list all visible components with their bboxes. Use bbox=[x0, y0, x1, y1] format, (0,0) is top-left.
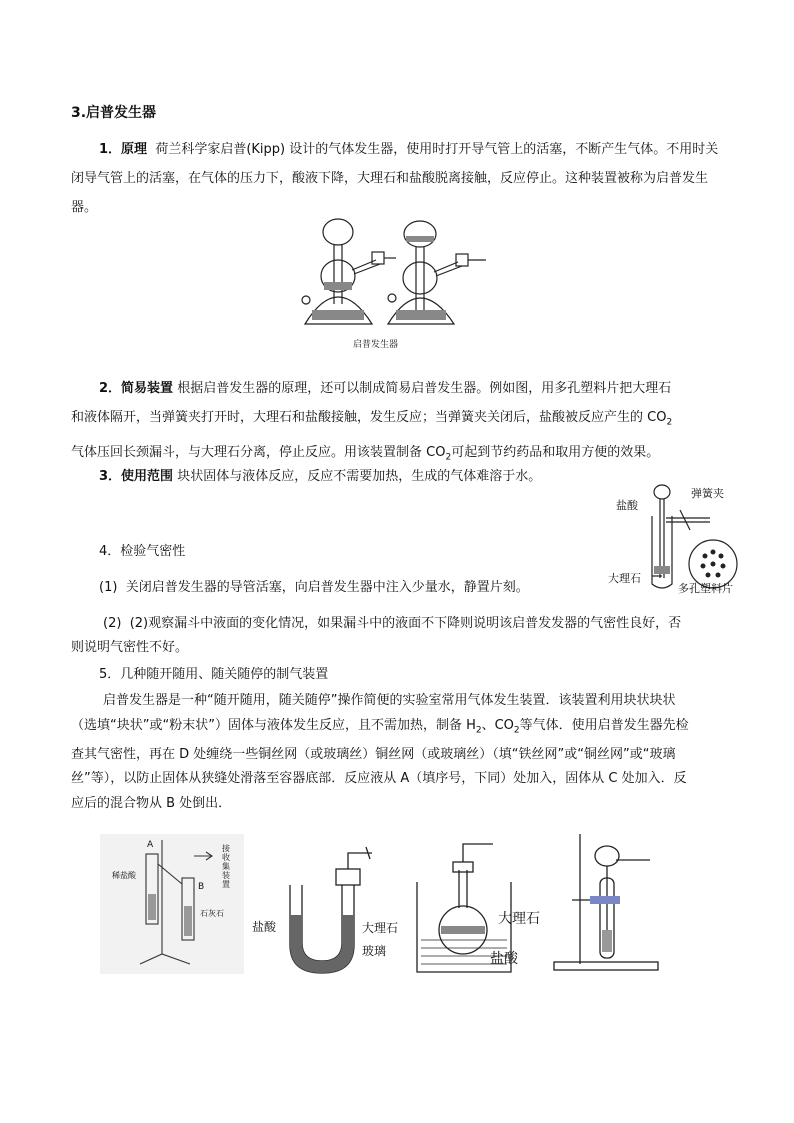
devices-line5: 应后的混合物从 B 处倒出． bbox=[71, 795, 232, 811]
paragraph-usage-range bbox=[99, 467, 541, 487]
devices-line2: （选填“块状”或“粉末状”）固体与液体发生反应，且不需加热，制备 $H_2$、$CO_2$等气体．使用启普发生器先检 bbox=[71, 717, 689, 736]
simple-device-line3b: 可起到节约药品和取用方便的效果。 bbox=[451, 444, 660, 460]
devices-line4: 丝”等），以防止固体从狭缝处滑落至容器底部．反应液从 A（填序号，下同）处加入，固体从 C 处加入．反 bbox=[71, 771, 687, 787]
devices-paragraph bbox=[71, 689, 741, 816]
item1-number: (1) bbox=[99, 580, 118, 595]
simple-device-heading: 2．简易装置 bbox=[99, 381, 174, 396]
u-tube-marble-label: 大理石 bbox=[362, 921, 399, 935]
label-marble: 大理石 bbox=[608, 572, 641, 585]
paragraph-simple-device bbox=[71, 374, 731, 472]
label-dilute-acid: 稀盐酸 bbox=[112, 871, 136, 880]
airtightness-heading: 4．检验气密性 bbox=[99, 544, 186, 559]
label-limestone: 石灰石 bbox=[200, 909, 224, 918]
principle-body: 荷兰科学家启普(Kipp) 设计的气体发生器，使用时打开导气管上的活塞，不断产生气体。不用时关闭导气管上的活塞，在气体的压力下，酸液下降，大理石和盐酸脱离接触，反应停止。这种装置被称为启普发生器。 bbox=[71, 142, 719, 215]
kipp-figure-caption: 启普发生器 bbox=[353, 340, 399, 350]
stand-tube-figure bbox=[550, 830, 670, 975]
u-tube-acid-label: 盐酸 bbox=[252, 920, 277, 934]
item1-text: 关闭启普发生器的导管活塞，向启普发生器中注入少量水，静置片刻。 bbox=[125, 580, 529, 595]
label-b: B bbox=[198, 882, 205, 892]
label-porous-plate: 多孔塑料片 bbox=[678, 582, 733, 595]
item2-line1: (2)观察漏斗中液面的变化情况，如果漏斗中的液面不下降则说明该启普发发器的气密性良好，否 bbox=[129, 616, 682, 631]
item2-line2: 则说明气密性不好。 bbox=[71, 640, 189, 655]
section-title: 3.启普发生器 bbox=[71, 105, 157, 121]
airtightness-item-2 bbox=[71, 614, 731, 658]
simple-device-line2: 和液体隔开，当弹簧夹打开时，大理石和盐酸接触，发生反应；当弹簧夹关闭后，盐酸被反应产生的 CO bbox=[71, 410, 667, 425]
kipp-generator-figure bbox=[300, 212, 500, 337]
devices-heading: 5．几种随开随用、随关随停的制气装置 bbox=[99, 667, 329, 682]
co2-subscript: 2 bbox=[445, 452, 452, 463]
beaker-marble-label: 大理石 bbox=[498, 911, 540, 927]
label-spring-clamp: 弹簧夹 bbox=[691, 487, 724, 500]
label-a: A bbox=[147, 840, 154, 850]
paragraph-principle bbox=[71, 135, 731, 222]
usage-heading: 3．使用范围 bbox=[99, 469, 174, 484]
u-tube-glass-label: 玻璃 bbox=[362, 944, 387, 958]
label-acid: 盐酸 bbox=[616, 499, 638, 512]
simple-device-line1: 根据启普发生器的原理，还可以制成简易启普发生器。例如图，用多孔塑料片把大理石 bbox=[177, 381, 672, 396]
devices-line3: 查其气密性，再在 D 处缠绕一些铜丝网（或玻璃丝）铜丝网（或玻璃丝）（填“铁丝网”或“铜丝网”或“玻璃 bbox=[71, 746, 676, 762]
device-figure-ab bbox=[100, 834, 244, 974]
usage-body: 块状固体与液体反应，反应不需要加热，生成的气体难溶于水。 bbox=[177, 469, 542, 484]
item2-number: (2) bbox=[103, 616, 122, 631]
principle-heading: 1．原理 bbox=[99, 142, 148, 157]
devices-line1: 启普发生器是一种“随开随用，随关随停”操作简便的实验室常用气体发生装置．该装置利用块状块状 bbox=[103, 693, 676, 708]
label-collect: 接收集装置 bbox=[222, 844, 230, 889]
beaker-acid-label: 盐酸 bbox=[490, 951, 518, 967]
simple-device-line3a: 气体压回长颈漏斗，与大理石分离，停止反应。用该装置制备 CO bbox=[71, 444, 446, 460]
airtightness-item-1 bbox=[99, 578, 529, 598]
co2-subscript: 2 bbox=[666, 417, 673, 428]
